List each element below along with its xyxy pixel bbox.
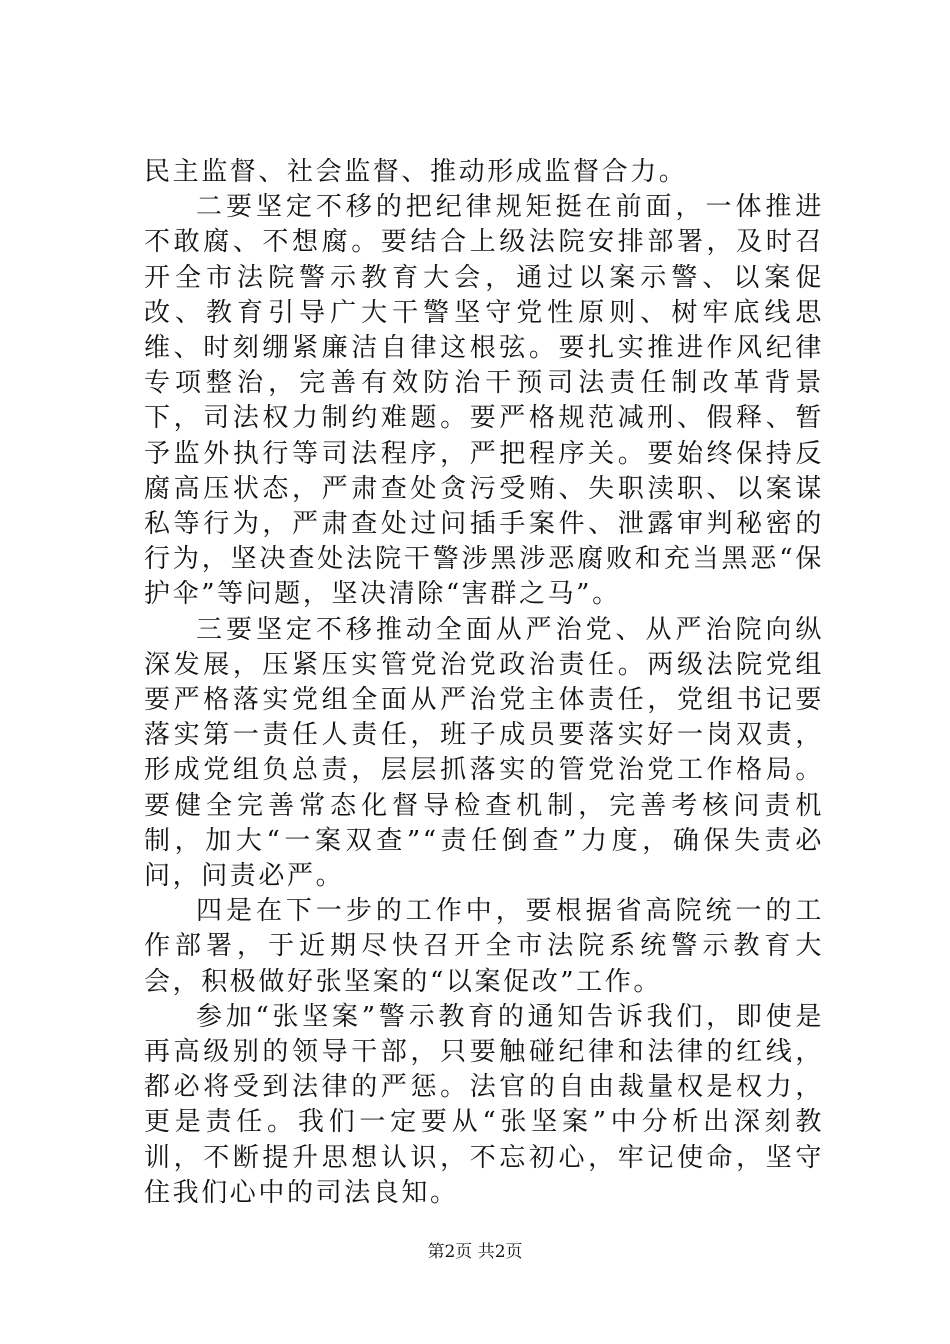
paragraph-third-point: 三要坚定不移推动全面从严治党、从严治院向纵深发展，压紧压实管党治党政治责任。两级法院党组要严格落实党组全面从严治党主体责任，党组书记要落实第一责任人责任，班子成员要落实好一岗双责，形成党组负总责，层层抓落实的管党治党工作格局。要健全完善常态化督导检查机制，完善考核问责机制，加大“一案双查”“责任倒查”力度，确保失责必问，问责必严。 bbox=[144, 614, 824, 892]
paragraph-fourth-point: 四是在下一步的工作中，要根据省高院统一的工作部署，于近期尽快召开全市法院系统警示教育大会，积极做好张坚案的“以案促改”工作。 bbox=[144, 896, 824, 997]
page-footer: 第2页 共2页 bbox=[427, 1242, 523, 1262]
paragraph-continued: 民主监督、社会监督、推动形成监督合力。 bbox=[144, 157, 688, 187]
paragraph-conclusion: 参加“张坚案”警示教育的通知告诉我们，即使是再高级别的领导干部，只要触碰纪律和法律的红线，都必将受到法律的严惩。法官的自由裁量权是权力，更是责任。我们一定要从“张坚案”中分析出深刻教训，不断提升思想认识，不忘初心，牢记使命，坚守住我们心中的司法良知。 bbox=[144, 1001, 824, 1208]
paragraph-second-point: 二要坚定不移的把纪律规矩挺在前面，一体推进不敢腐、不想腐。要结合上级法院安排部署，及时召开全市法院警示教育大会，通过以案示警、以案促改、教育引导广大干警坚守党性原则、树牢底线思维、时刻绷紧廉洁自律这根弦。要扎实推进作风纪律专项整治，完善有效防治干预司法责任制改革背景下，司法权力制约难题。要严格规范减刑、假释、暂予监外执行等司法程序，严把程序关。要始终保持反腐高压状态，严肃查处贪污受贿、失职渎职、以案谋私等行为，严肃查处过问插手案件、泄露审判秘密的行为，坚决查处法院干警涉黑涉恶腐败和充当黑恶“保护伞”等问题，坚决清除“害群之马”。 bbox=[144, 192, 824, 610]
document-body bbox=[144, 155, 824, 1211]
